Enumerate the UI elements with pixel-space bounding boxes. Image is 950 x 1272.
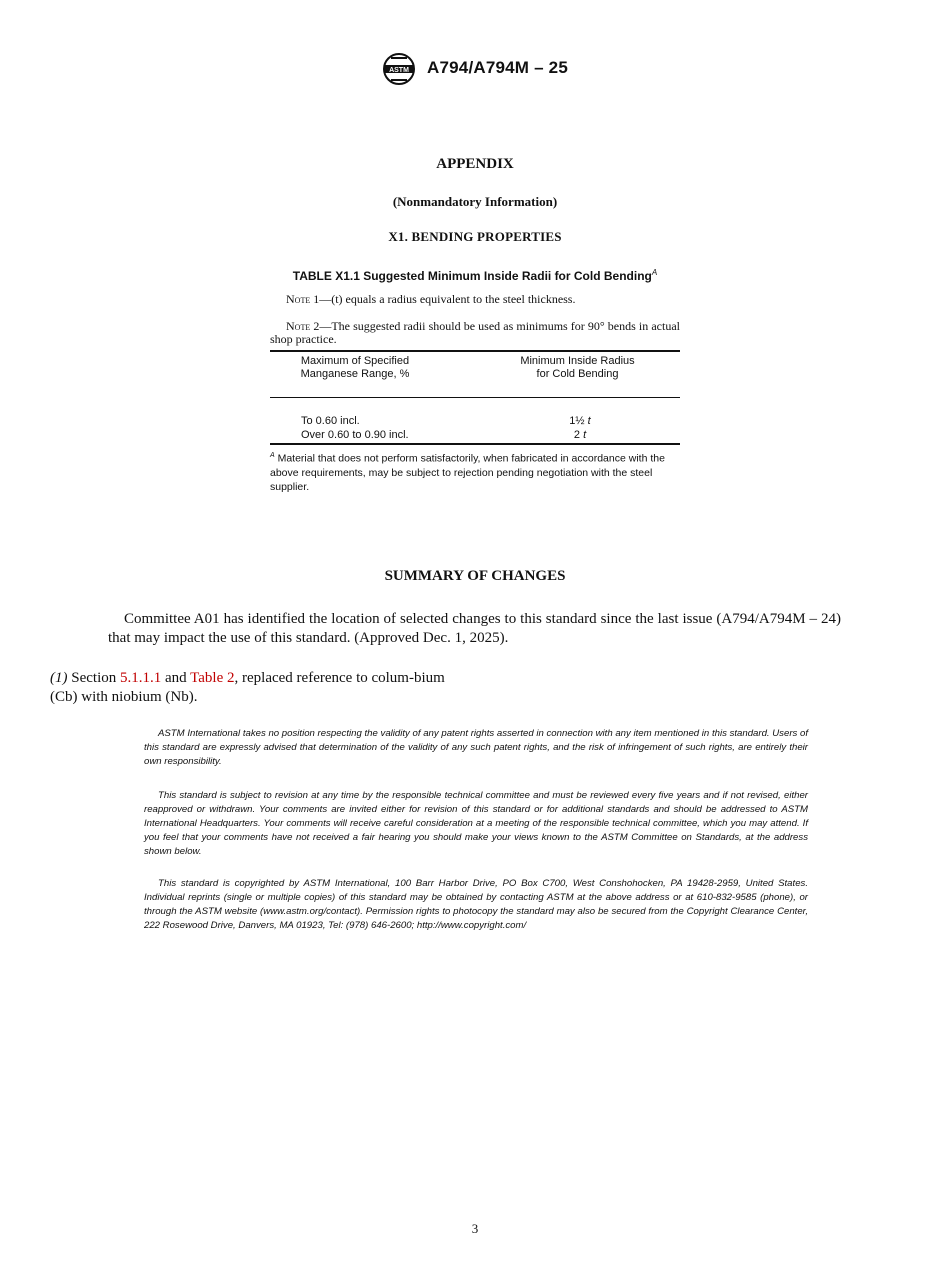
table-cell-range: To 0.60 incl. — [301, 415, 360, 427]
patent-notice: ASTM International takes no position respecting the validity of any patent rights asserted in connection with any item mentioned in this standard. Users of this standard are expressly advised that determination of the validity of any such patent rights, and the risk of infringement of such rights, are entirely their own responsibility. — [144, 728, 808, 767]
table-header-manganese: Maximum of Specified Manganese Range, % — [300, 355, 410, 380]
summary-paragraph: Committee A01 has identified the location of selected changes to this standard since the last issue (A794/A794M – 24) that may impact the use of this standard. (Approved Dec. 1, 2025). — [108, 611, 841, 646]
table-footnote: $^A$ Material that does not perform satisfactorily, when fabricated in accordance with the above requirements, may be subject to rejection pending negotiation with the steel supplier. — [270, 452, 665, 493]
table-cell-radius: 2 t — [573, 429, 587, 441]
copyright-notice: This standard is copyrighted by ASTM International, 100 Barr Harbor Drive, PO Box C700, West Conshohocken, PA 19428-2959, United States. Individual reprints (single or multiple copies) of this standard may be obtained by contacting ASTM at the above address or at 610-832-9585 (phone), or through the ASTM website (www.astm.org/contact). Permission rights to photocopy the standard may also be secured from the Copyright Clearance Center, 222 Rosewood Drive, Danvers, MA 01923, Tel: (978) 646-2600; http://www.copyright.com/ — [144, 878, 808, 931]
table-note-2: Note 2—The suggested radii should be used as minimums for 90° bends in actual shop practice. — [270, 319, 680, 346]
table-cell-range: Over 0.60 to 0.90 incl. — [301, 429, 409, 441]
section-heading: X1. BENDING PROPERTIES — [388, 229, 562, 244]
section-link[interactable]: 5.1.1.1 — [120, 670, 162, 686]
summary-title: SUMMARY OF CHANGES — [384, 568, 566, 584]
table-bottom-rule — [270, 443, 680, 445]
astm-logo-icon — [382, 52, 416, 86]
table-title: TABLE X1.1 Suggested Minimum Inside Radii for Cold Bending$^A$ — [292, 268, 658, 283]
appendix-title: APPENDIX — [436, 156, 514, 172]
page-header — [0, 52, 950, 86]
page-number: 3 — [471, 1221, 479, 1236]
table-header-radius: Minimum Inside Radius for Cold Bending — [520, 355, 635, 380]
table-top-rule — [270, 350, 680, 352]
table-note-1: Note 1—(t) equals a radius equivalent to the steel thickness. — [286, 292, 576, 306]
table-cell-radius: 1½ t — [569, 415, 591, 427]
appendix-subtitle: (Nonmandatory Information) — [392, 194, 558, 209]
change-item-1: (1) Section 5.1.1.1 and Table 2, replaced reference to colum-bium (Cb) with niobium (Nb). — [50, 670, 445, 705]
table-link[interactable]: Table 2 — [190, 670, 235, 686]
astm-logo-text: ASTM — [389, 67, 409, 74]
document-id: A794/A794M – 25 — [427, 58, 568, 77]
table-header-rule — [270, 397, 680, 398]
table-title-footnote-marker: A — [651, 268, 658, 277]
revision-notice: This standard is subject to revision at any time by the responsible technical committee and must be reviewed every five years and if not revised, either reapproved or withdrawn. Your comments are invited either for revision of this standard or for additional standards and should be addressed to ASTM International Headquarters. Your comments will receive careful consideration at a meeting of the responsible technical committee, which you may attend. If you feel that your comments have not received a fair hearing you should make your views known to the ASTM Committee on Standards, at the address shown below. — [144, 790, 808, 857]
